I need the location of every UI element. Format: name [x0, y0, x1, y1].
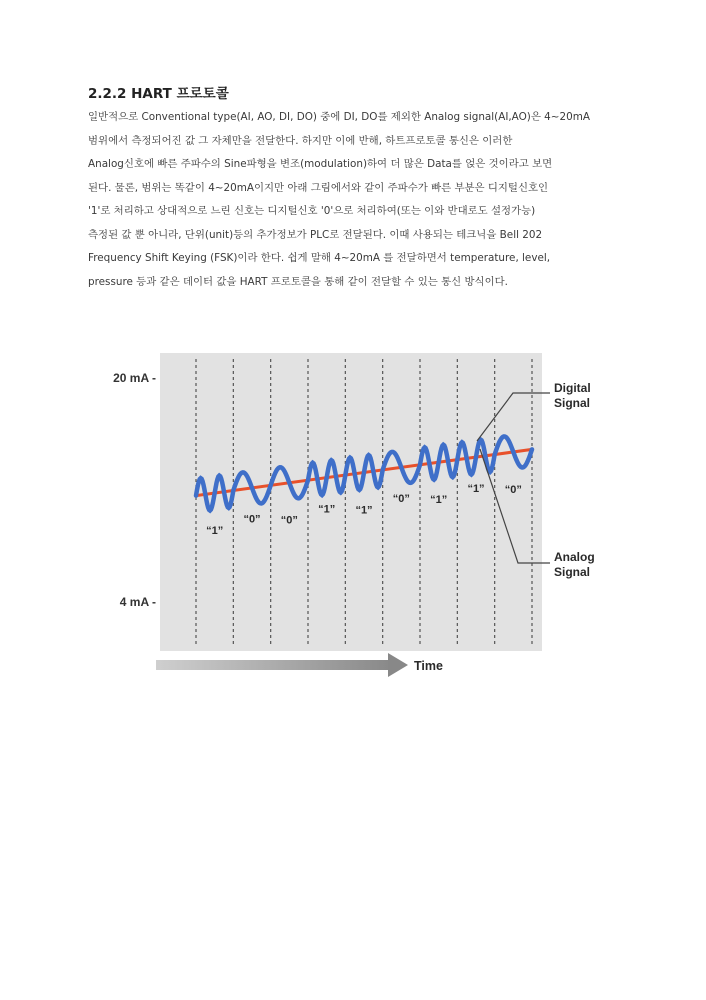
time-arrow [156, 653, 443, 677]
paragraph-line: Frequency Shift Keying (FSK)이라 한다. 쉽게 말해 4~20mA 를 전달하면서 temperature, level, [88, 252, 551, 264]
digital-callout-label-line1: Digital [554, 381, 591, 395]
bit-label: “1” [430, 494, 448, 506]
hart-fsk-diagram [100, 345, 620, 680]
bit-label: “1” [206, 524, 224, 537]
paragraph-line: Analog신호에 빠른 주파수의 Sine파형을 변조(modulation)하여 더 많은 Data를 얹은 것이라고 보면 [88, 158, 553, 170]
body-paragraph [88, 106, 633, 294]
bit-label: “1” [467, 482, 485, 495]
paragraph-line: 측정된 값 뿐 아니라, 단위(unit)등의 추가정보가 PLC로 전달된다. 이때 사용되는 테크닉을 Bell 202 [88, 228, 543, 241]
bit-label: “0” [504, 483, 522, 496]
section-heading: 2.2.2 HART 프로토콜 [88, 86, 229, 102]
bit-label: “0” [243, 513, 261, 526]
y-max-label: 20 mA - [113, 371, 156, 385]
paragraph-line: 일반적으로 Conventional type(AI, AO, DI, DO) 중에 DI, DO를 제외한 Analog signal(AI,AO)은 4~20mA [88, 111, 590, 123]
paragraph-line: 범위에서 측정되어진 값 그 자체만을 전달한다. 하지만 이에 반해, 하트프로토콜 통신은 이러한 [88, 134, 513, 147]
plot-panel [160, 353, 542, 651]
bit-label: “0” [392, 493, 410, 506]
y-min-label: 4 mA - [119, 595, 156, 609]
analog-callout-label-line1: Analog [554, 550, 595, 564]
bit-label: “0” [280, 514, 298, 527]
bit-label: “1” [318, 503, 336, 516]
digital-callout-label-line2: Signal [554, 396, 591, 410]
time-arrow-shaft [156, 660, 388, 670]
analog-callout-label-line2: Signal [554, 565, 591, 579]
paragraph-line: 된다. 물론, 범위는 똑같이 4~20mA이지만 아래 그림에서와 같이 주파수가 빠른 부분은 디지털신호인 [88, 181, 549, 194]
paragraph-line: '1'로 처리하고 상대적으로 느린 신호는 디지털신호 '0'으로 처리하여(또는 이와 반대로도 설정가능) [88, 205, 536, 217]
bit-label: “1” [355, 504, 373, 517]
paragraph-line: pressure 등과 같은 데이터 값을 HART 프로토콜을 통해 같이 전달할 수 있는 통신 방식이다. [88, 275, 508, 288]
time-arrow-head [388, 653, 408, 677]
time-axis-label: Time [414, 659, 443, 673]
diagram-svg [100, 345, 620, 680]
